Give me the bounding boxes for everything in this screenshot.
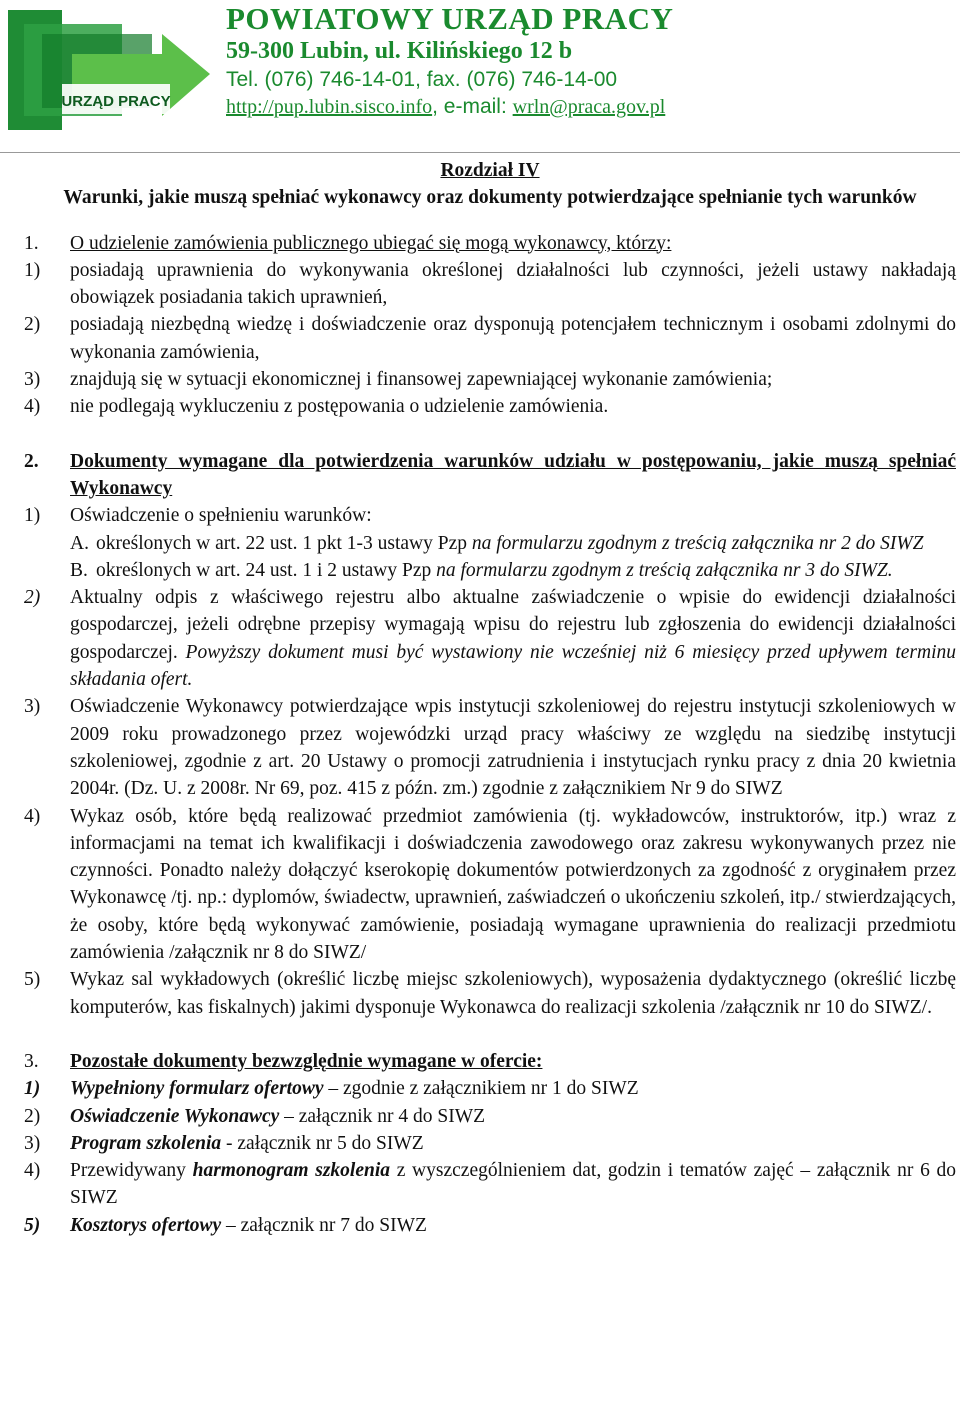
list-item: [24, 1103, 956, 1130]
section-number: 1.: [24, 232, 39, 254]
section-1-heading: [24, 230, 956, 257]
item-text: Wykaz sal wykładowych (określić liczbę miejsc szkoleniowych), wyposażenia dydaktycznego (określić liczbę komputerów, kas fiskalnych) jakimi dysponuje Wykonawca do realizacji szkolenia /załącznik nr 10 do SIWZ/.: [70, 969, 956, 1018]
item-text: Oświadczenie o spełnieniu warunków:: [70, 505, 372, 527]
item-number: 4): [24, 1160, 41, 1182]
item-text: [70, 1212, 956, 1239]
list-item: [24, 257, 956, 312]
item-text: nie podlegają wykluczeniu z postępowania o udzielenie zamówienia.: [70, 396, 609, 418]
sub-item-letter: B.: [70, 559, 88, 581]
item-plain: z wyszczególnieniem dat, godzin i tematów zajęć – załącznik nr 6 do SIWZ: [70, 1160, 957, 1209]
item-plain: – zgodnie z załącznikiem nr 1 do SIWZ: [323, 1078, 639, 1100]
item-plain: – załącznik nr 7 do SIWZ: [221, 1214, 427, 1236]
item-text: [70, 1130, 956, 1157]
list-item: [24, 966, 956, 1021]
sub-item-italic: na formularzu zgodnym z treścią załącznika nr 2 do SIWZ: [471, 532, 924, 554]
item-plain: Przewidywany: [70, 1160, 193, 1182]
item-number: 3): [24, 696, 41, 718]
section-title: O udzielenie zamówienia publicznego ubiegać się mogą wykonawcy, którzy:: [70, 232, 672, 254]
item-bold: Kosztorys ofertowy: [70, 1214, 222, 1236]
item-text: [70, 1103, 956, 1130]
item-text: [70, 1075, 956, 1102]
item-text: [70, 1157, 956, 1212]
item-number: 2): [24, 1105, 41, 1127]
sub-item-text: [96, 557, 956, 584]
office-address: 59-300 Lubin, ul. Kilińskiego 12 b: [226, 38, 573, 64]
item-plain: - załącznik nr 5 do SIWZ: [221, 1132, 424, 1154]
email-link[interactable]: wrln@praca.gov.pl: [512, 96, 666, 118]
list-item: [24, 311, 956, 366]
office-phone: Tel. (076) 746-14-01, fax. (076) 746-14-00: [226, 68, 618, 91]
list-item: [24, 1212, 956, 1239]
list-item: [24, 693, 956, 802]
email-label: , e-mail:: [432, 95, 513, 118]
section-number: 3.: [24, 1050, 39, 1072]
list-item: [24, 1130, 956, 1157]
item-bold: harmonogram szkolenia: [192, 1160, 391, 1182]
logo-text: URZĄD PRACY: [61, 93, 171, 110]
list-item: [24, 502, 956, 529]
item-number: 4): [24, 396, 41, 418]
item-italic: Powyższy dokument musi być wystawiony nie wcześniej niż 6 miesięcy przed upływem terminu składania ofert.: [70, 641, 957, 691]
item-bold: Wypełniony formularz ofertowy: [70, 1078, 324, 1100]
chapter-title: Warunki, jakie muszą spełniać wykonawcy oraz dokumenty potwierdzające spełnianie tych warunków: [63, 187, 917, 209]
sub-item: [24, 530, 956, 557]
sub-item-plain: określonych w art. 24 ust. 1 i 2 ustawy Pzp: [96, 559, 437, 581]
urzad-pracy-logo: [2, 4, 214, 136]
item-number: 5): [24, 969, 41, 991]
list-item: [24, 1157, 956, 1212]
list-item: [24, 1075, 956, 1102]
item-bold: Program szkolenia: [70, 1132, 222, 1154]
item-number: 3): [24, 369, 41, 391]
section-3-heading: [24, 1048, 956, 1075]
item-plain: Aktualny odpis z właściwego rejestru albo aktualne zaświadczenie o wpisie do ewidencji działalności gospodarczej, jeżeli odrębne przepisy wymagają wpisu do rejestru lub zgłoszenia do ewidencji działalności gospodarczej.: [70, 587, 956, 663]
item-text: znajdują się w sytuacji ekonomicznej i finansowej zapewniającej wykonanie zamówienia;: [70, 369, 773, 391]
item-number: 3): [24, 1132, 41, 1154]
item-text: posiadają niezbędną wiedzę i doświadczenie oraz dysponują potencjałem technicznym i osobami zdolnymi do wykonania zamówienia,: [70, 314, 956, 363]
chapter-label: Rozdział IV: [440, 160, 540, 181]
item-text: [70, 584, 956, 693]
list-item: [24, 393, 956, 420]
section-2-heading: [24, 448, 956, 503]
sub-item: [24, 557, 956, 584]
item-number: 1): [24, 1078, 41, 1100]
contact-line: [226, 94, 673, 120]
sub-item-letter: A.: [70, 532, 89, 554]
item-text: Oświadczenie Wykonawcy potwierdzające wpis instytucji szkoleniowej do rejestru instytucji szkoleniowych w 2009 roku prowadzonego przez wojewódzki urząd pracy właściwy ze względu na siedzibę instytucji szkoleniowej, zgodnie z art. 20 Ustawy o promocji zatrudnienia i instytucjach rynku pracy z dnia 20 kwietnia 2004r. (Dz. U. z 2008r. Nr 69, poz. 415 z późn. zm.) zgodnie z załącznikiem Nr 9 do SIWZ: [70, 696, 956, 800]
item-number: 2): [24, 314, 41, 336]
item-number: 1): [24, 259, 41, 281]
website-link[interactable]: http://pup.lubin.sisco.info: [226, 96, 433, 118]
list-item: [24, 803, 956, 967]
item-text: Wykaz osób, które będą realizować przedmiot zamówienia (tj. wykładowców, instruktorów, itp.) wraz z informacjami na temat ich kwalifikacji i doświadczenia zawodowego oraz zakresu wykonywanych przez nie czynności. Ponadto należy dołączyć kserokopię dokumentów potwierdzonych za zgodność z oryginałem przez Wykonawcę /tj. np.: dyplomów, świadectw, uprawnień, zaświadczeń o ukończeniu szkoleń, itp./ stwierdzających, że osoby, które będą wykonywać zamówienie, posiadają wymagane uprawnienia do realizacji przedmiotu zamówienia /załącznik nr 8 do SIWZ/: [70, 805, 956, 964]
item-bold: Oświadczenie Wykonawcy: [70, 1105, 280, 1127]
list-item: [24, 366, 956, 393]
item-number: 5): [24, 1214, 41, 1236]
sub-item-italic: na formularzu zgodnym z treścią załącznika nr 3 do SIWZ.: [436, 559, 893, 581]
list-item: [24, 584, 956, 693]
section-title: Dokumenty wymagane dla potwierdzenia warunków udziału w postępowaniu, jakie muszą spełniać Wykonawcy: [70, 450, 956, 499]
section-number: 2.: [24, 450, 39, 472]
office-name: POWIATOWY URZĄD PRACY: [226, 1, 674, 36]
document-body: [24, 157, 956, 1239]
item-plain: – załącznik nr 4 do SIWZ: [279, 1105, 486, 1127]
sub-item-plain: określonych w art. 22 ust. 1 pkt 1-3 ustawy Pzp: [96, 532, 472, 554]
item-number: 1): [24, 505, 41, 527]
item-number: 2): [24, 587, 41, 609]
header-divider: [0, 152, 960, 153]
letterhead: [0, 0, 960, 150]
section-title: Pozostałe dokumenty bezwzględnie wymagane w ofercie:: [70, 1050, 543, 1072]
item-number: 4): [24, 805, 41, 827]
item-text: posiadają uprawnienia do wykonywania określonej działalności lub czynności, jeżeli ustawy nakładają obowiązek posiadania takich uprawnień,: [70, 259, 956, 309]
sub-item-text: [96, 530, 956, 557]
